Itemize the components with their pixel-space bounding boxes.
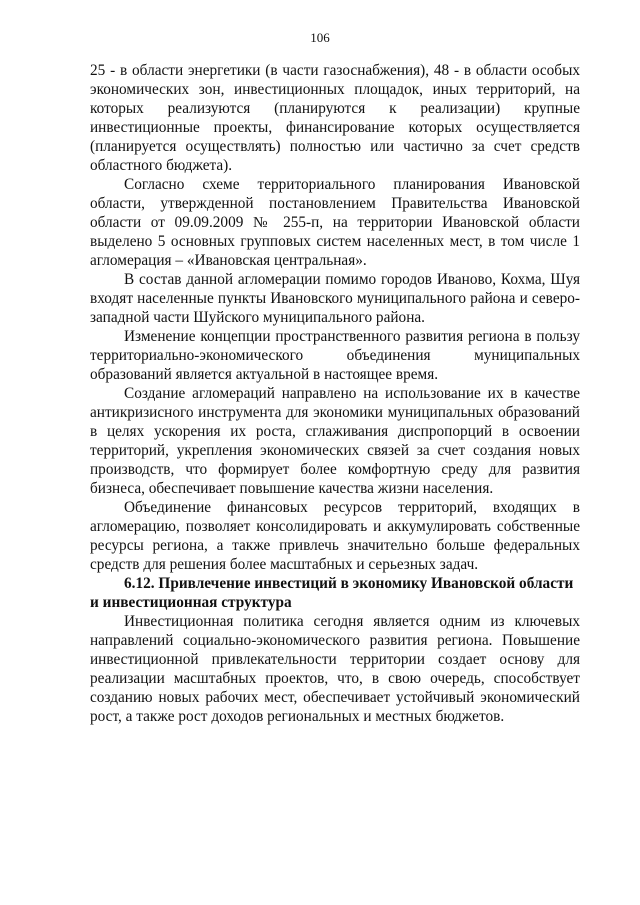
paragraph-agglomeration-composition: В состав данной агломерации помимо городов Иваново, Кохма, Шуя входят населенные пункты Ивановского муниципального района и северо-западной части Шуйского муниципального района. <box>90 271 580 326</box>
paragraph-agglomeration-purpose: Создание агломераций направлено на использование их в качестве антикризисного инструмента для экономики муниципальных образований в целях ускорения их роста, сглаживания диспропорций в освоении территорий, укрепления экономических связей за счет создания новых производств, что формирует более комфортную среду для развития бизнеса, обеспечивает повышение качества жизни населения. <box>90 385 580 497</box>
paragraph-concept-change: Изменение концепции пространственного развития региона в пользу территориально-экономического объединения муниципальных образований является актуальной в настоящее время. <box>90 328 580 383</box>
paragraph-planning-scheme: Согласно схеме территориального планирования Ивановской области, утвержденной постановлением Правительства Ивановской области от 09.09.2009 № 255-п, на территории Ивановской области выделено 5 основных групповых систем населенных мест, в том числе 1 агломерация – «Ивановская центральная». <box>90 176 580 269</box>
paragraph-continuation: 25 - в области энергетики (в части газоснабжения), 48 - в области особых экономических зон, инвестиционных площадок, иных территорий, на которых реализуются (планируются к реализации) крупные инвестиционные проекты, финансирование которых осуществляется (планируется осуществлять) полностью или частично за счет средств областного бюджета). <box>90 62 580 174</box>
section-heading: 6.12. Привлечение инвестиций в экономику Ивановской области и инвестиционная структура <box>90 575 574 611</box>
page-number: 106 <box>310 30 330 45</box>
paragraph-investment-policy: Инвестиционная политика сегодня является одним из ключевых направлений социально-экономического развития региона. Повышение инвестиционной привлекательности территории создает основу для реализации масштабных проектов, что, в свою очередь, способствует созданию новых рабочих мест, обеспечивает устойчивый экономический рост, а также рост доходов региональных и местных бюджетов. <box>90 613 580 725</box>
document-body <box>90 61 580 726</box>
paragraph-financial-resources: Объединение финансовых ресурсов территорий, входящих в агломерацию, позволяет консолидировать и аккумулировать собственные ресурсы региона, а также привлечь значительно больше федеральных средств для решения более масштабных и серьезных задач. <box>90 499 580 573</box>
